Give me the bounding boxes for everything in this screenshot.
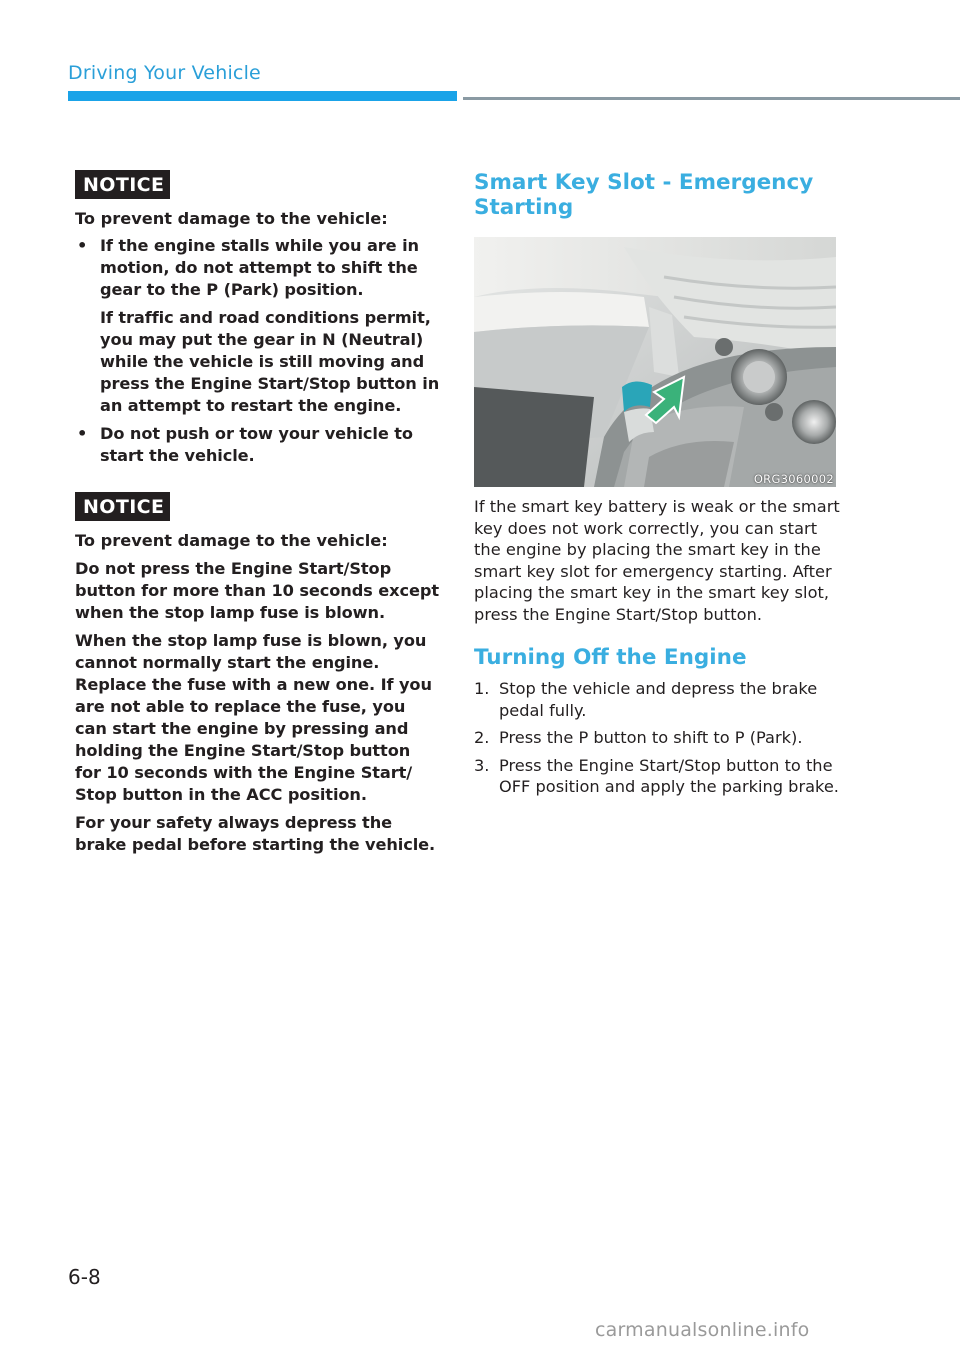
step-number: 3. [474, 755, 490, 775]
section-heading-smart-key-slot: Smart Key Slot - Emergency Starting [474, 170, 814, 220]
bullet-icon: • [77, 424, 88, 443]
console-illustration [474, 237, 836, 487]
section-heading-turning-off-engine: Turning Off the Engine [474, 645, 747, 670]
step-text: Stop the vehicle and depress the brake pedal fully. [499, 679, 818, 720]
left-column [75, 170, 440, 881]
list-item [474, 755, 844, 798]
notice-block-2 [75, 492, 440, 856]
page-number: 6-8 [68, 1265, 101, 1289]
notice-badge: NOTICE [75, 170, 170, 199]
header-rule [463, 97, 960, 100]
bullet-text: Do not push or tow your vehicle to start the vehicle. [100, 424, 413, 465]
list-item [75, 235, 440, 417]
figure-caption: ORG3060002 [753, 472, 834, 486]
notice-lead: To prevent damage to the vehicle: [75, 209, 388, 228]
smart-key-slot-figure [474, 237, 836, 487]
step-text: Press the P button to shift to P (Park). [499, 728, 803, 747]
notice-bullet-list [75, 235, 440, 467]
step-number: 1. [474, 679, 490, 698]
bullet-icon: • [77, 236, 88, 255]
section-body: If the smart key battery is weak or the smart key does not work correctly, you can start the engine by placing the smart key in the smart key slot for emergency starting. After placing the smart key in the smart key slot, press the Engine Start/Stop button. [474, 497, 840, 624]
right-column [474, 170, 844, 804]
notice-paragraph: Do not press the Engine Start/Stop button for more than 10 seconds except when the stop lamp fuse is blown. [75, 559, 439, 622]
list-item [474, 727, 844, 749]
notice-badge: NOTICE [75, 492, 170, 521]
list-item [75, 423, 440, 467]
step-text: Press the Engine Start/Stop button to the OFF position and apply the parking brake. [499, 755, 839, 796]
header-accent-bar [68, 91, 457, 101]
bullet-subtext: If traffic and road conditions permit, you may put the gear in N (Neutral) while the vehicle is still moving and press the Engine Start/Stop button in an attempt to restart the engine. [100, 308, 440, 415]
steps-list [474, 678, 844, 798]
notice-paragraph: When the stop lamp fuse is blown, you cannot normally start the engine. Replace the fuse with a new one. If you are not able to replace the fuse, you can start the engine by pressing and holding the Engine Start/Stop button for 10 seconds with the Engine Start/ Stop button in the ACC position. [75, 631, 432, 804]
notice-block-1 [75, 170, 440, 467]
notice-paragraph: For your safety always depress the brake pedal before starting the vehicle. [75, 813, 436, 854]
section-title: Driving Your Vehicle [68, 62, 261, 84]
watermark-link[interactable]: carmanualsonline.info [595, 1319, 810, 1341]
step-number: 2. [474, 728, 490, 747]
notice-lead: To prevent damage to the vehicle: [75, 531, 388, 550]
bullet-text: If the engine stalls while you are in motion, do not attempt to shift the gear to the P (Park) position. [100, 236, 419, 299]
list-item [474, 678, 844, 721]
